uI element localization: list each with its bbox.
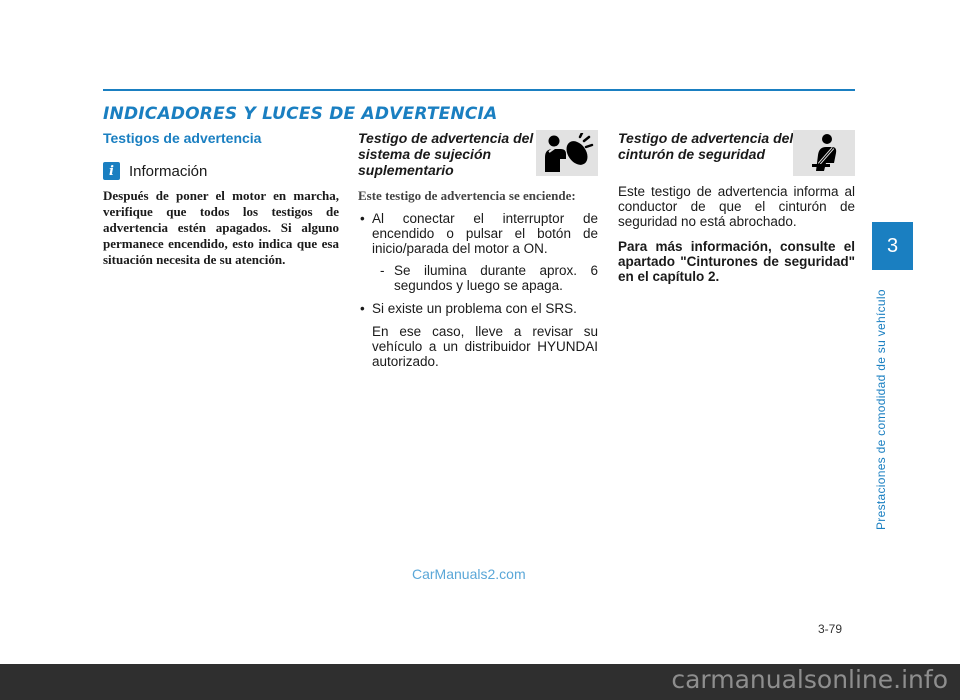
bullet-text-ignition: Al conectar el interruptor de encendido o pulsar el botón de inicio/parada del motor a ON. [372, 211, 598, 256]
seatbelt-reference: Para más información, consulte el apartado "Cinturones de seguridad" en el capítulo 2. [618, 239, 855, 284]
sub-item-text: Se ilumina durante aprox. 6 segundos y luego se apaga. [394, 263, 598, 293]
column-testigos [103, 130, 339, 268]
srs-bullet-list [358, 211, 598, 316]
section-title: INDICADORES Y LUCES DE ADVERTENCIA [103, 104, 498, 124]
info-icon: i [103, 162, 120, 180]
info-header [103, 162, 339, 180]
column-srs [358, 130, 598, 369]
airbag-warning-icon [536, 130, 598, 176]
seatbelt-heading-block [618, 130, 855, 184]
top-rule [103, 89, 855, 91]
sub-list-item [372, 263, 598, 293]
testigos-subheading: Testigos de advertencia [103, 130, 262, 146]
seatbelt-body: Este testigo de advertencia informa al conductor de que el cinturón de seguridad no está abrochado. [618, 184, 855, 229]
seatbelt-heading: Testigo de advertencia del cinturón de seguridad [618, 130, 794, 162]
chapter-title: Prestaciones de comodidad de su vehículo [874, 289, 888, 530]
bullet-text-srs-problem: Si existe un problema con el SRS. [372, 301, 577, 316]
srs-continuation: En ese caso, lleve a revisar su vehículo a un distribuidor HYUNDAI autorizado. [372, 324, 598, 369]
srs-heading: Testigo de advertencia del sistema de sujeción suplementario [358, 130, 534, 178]
info-title: Información [129, 162, 208, 180]
footer-watermark: carmanualsonline.info [671, 665, 948, 694]
watermark-link[interactable]: CarManuals2.com [412, 566, 526, 582]
chapter-tab: 3 [872, 222, 913, 270]
srs-heading-block [358, 130, 598, 184]
seatbelt-warning-icon [793, 130, 855, 176]
list-item [358, 301, 598, 316]
info-body: Después de poner el motor en marcha, verifique que todos los testigos de advertencia estén apagados. Si alguno permanece encendido, esto indica que esa situación necesita de su atención. [103, 188, 339, 267]
page-number: 3-79 [818, 622, 843, 636]
srs-subheading: Este testigo de advertencia se enciende: [358, 188, 576, 203]
list-item [358, 211, 598, 293]
column-seatbelt [618, 130, 855, 284]
dash-marker: - [380, 263, 385, 278]
